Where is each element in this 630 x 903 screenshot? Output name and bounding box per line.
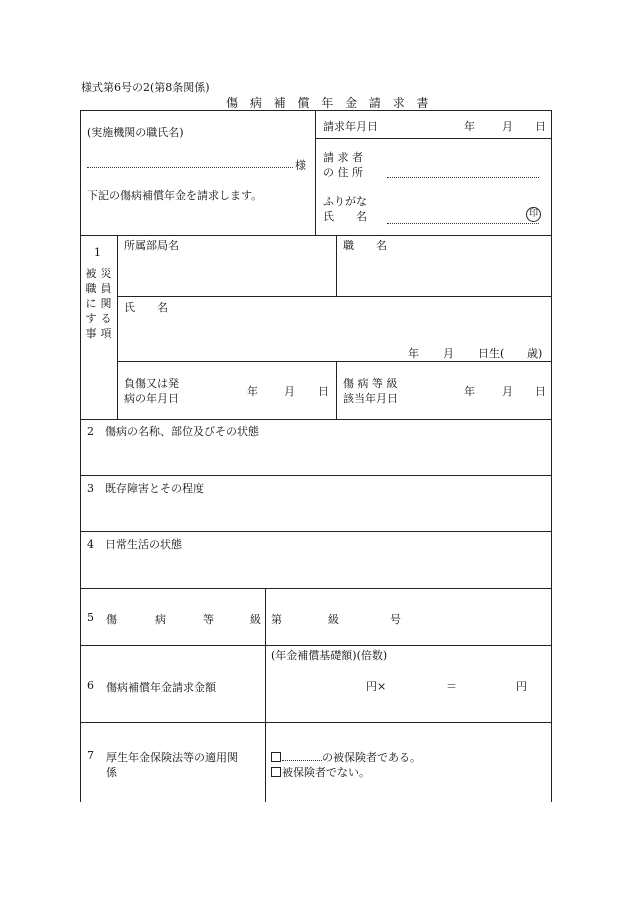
date-label: 請求年月日	[323, 120, 378, 133]
frame-top	[80, 110, 552, 111]
option1-text: の被保険者である。	[322, 751, 421, 764]
date-hi: 日	[535, 120, 546, 133]
sec7-option2[interactable]	[271, 764, 370, 780]
header-divider	[315, 110, 316, 235]
injury-date-label-2: 病の年月日	[124, 392, 179, 405]
request-text: 下記の傷病補償年金を請求します。	[87, 189, 263, 202]
birth-nen: 年	[408, 347, 419, 360]
option2-text: 被保険者でない。	[282, 766, 370, 779]
sec7-label-line1: 厚生年金保険法等の適用関	[106, 751, 238, 764]
date-nen: 年	[464, 120, 475, 133]
frame-left	[80, 110, 81, 802]
sec4-bottom-line	[80, 588, 552, 589]
victim-name-label: 氏 名	[124, 301, 168, 314]
claimant-address-label-2: の 住 所	[323, 166, 363, 179]
form-number: 様式第6号の2(第8条関係)	[81, 81, 210, 94]
claimant-name-blank[interactable]	[387, 223, 539, 224]
sec6-bottom-line	[80, 722, 552, 723]
checkbox-not-insured[interactable]	[271, 767, 281, 777]
sec6-formula-header: (年金補償基礎額)(倍数)	[271, 649, 388, 662]
birth-sai: 歳)	[527, 347, 543, 360]
header-bottom-line	[80, 235, 552, 236]
grade-kyu: 級	[328, 613, 339, 626]
grade-go: 号	[390, 613, 401, 626]
sec5-char-4: 級	[250, 613, 261, 626]
lower-divider	[265, 588, 266, 802]
sec2-label: 2 傷病の名称、部位及びその状態	[87, 425, 259, 438]
checkbox-insured[interactable]	[271, 752, 281, 762]
sec1-vertical-col1: 被 職 に す 事	[85, 267, 97, 340]
birth-tsuki: 月	[443, 347, 454, 360]
department-label: 所属部局名	[124, 239, 179, 252]
claimant-address-blank[interactable]	[387, 177, 539, 178]
sec5-char-1: 傷	[106, 613, 117, 626]
sec1-dept-divider	[336, 235, 337, 296]
grade-tsuki: 月	[502, 385, 513, 398]
agency-label: (実施機関の職氏名)	[87, 126, 184, 139]
injury-tsuki: 月	[284, 385, 295, 398]
sec5-char-3: 等	[203, 613, 214, 626]
sama-label: 様	[295, 159, 306, 172]
sec7-label-line2: 係	[106, 766, 117, 779]
sec7-number: 7	[87, 749, 94, 762]
furigana-label: ふりがな	[323, 195, 367, 208]
sec6-yen-times: 円×	[366, 680, 387, 693]
date-row-line	[315, 138, 552, 139]
frame-right	[551, 110, 552, 802]
sec6-label: 傷病補償年金請求金額	[106, 681, 216, 694]
sec6-equals: ＝	[446, 680, 457, 693]
agency-name-blank[interactable]	[87, 167, 293, 168]
grade-hi: 日	[535, 385, 546, 398]
injury-date-label-1: 負傷又は発	[124, 377, 179, 390]
sec3-label: 3 既存障害とその程度	[87, 482, 204, 495]
sec6-yen: 円	[516, 680, 527, 693]
sec5-number: 5	[87, 611, 94, 624]
grade-date-label-2: 該当年月日	[343, 392, 398, 405]
form-title: 傷 病 補 償 年 金 請 求 書	[226, 96, 433, 110]
sec2-bottom-line	[80, 475, 552, 476]
sec1-row1-line	[117, 296, 552, 297]
date-tsuki: 月	[502, 120, 513, 133]
grade-dai: 第	[271, 613, 282, 626]
position-label: 職 名	[343, 239, 387, 252]
insurance-type-blank[interactable]	[282, 751, 322, 761]
sec5-bottom-line	[80, 645, 552, 646]
birth-hi: 日生(	[478, 347, 505, 360]
grade-date-label-1: 傷 病 等 級	[343, 377, 398, 390]
sec6-number: 6	[87, 679, 94, 692]
sec5-char-2: 病	[155, 613, 166, 626]
sec1-date-divider	[336, 361, 337, 419]
sec1-bottom-line	[80, 419, 552, 420]
sec1-label-divider	[117, 235, 118, 419]
sec3-bottom-line	[80, 531, 552, 532]
sec1-row2-line	[117, 361, 552, 362]
claimant-name-label: 氏 名	[323, 210, 367, 223]
sec4-label: 4 日常生活の状態	[87, 538, 182, 551]
injury-hi: 日	[318, 385, 329, 398]
injury-nen: 年	[247, 385, 258, 398]
seal-stamp: 印	[526, 207, 541, 222]
sec1-vertical-col2: 災 員 関 る 項	[100, 267, 112, 340]
sec1-number: 1	[94, 246, 101, 259]
sec7-option1[interactable]	[271, 749, 421, 765]
grade-nen: 年	[464, 385, 475, 398]
claimant-address-label-1: 請 求 者	[323, 151, 363, 164]
